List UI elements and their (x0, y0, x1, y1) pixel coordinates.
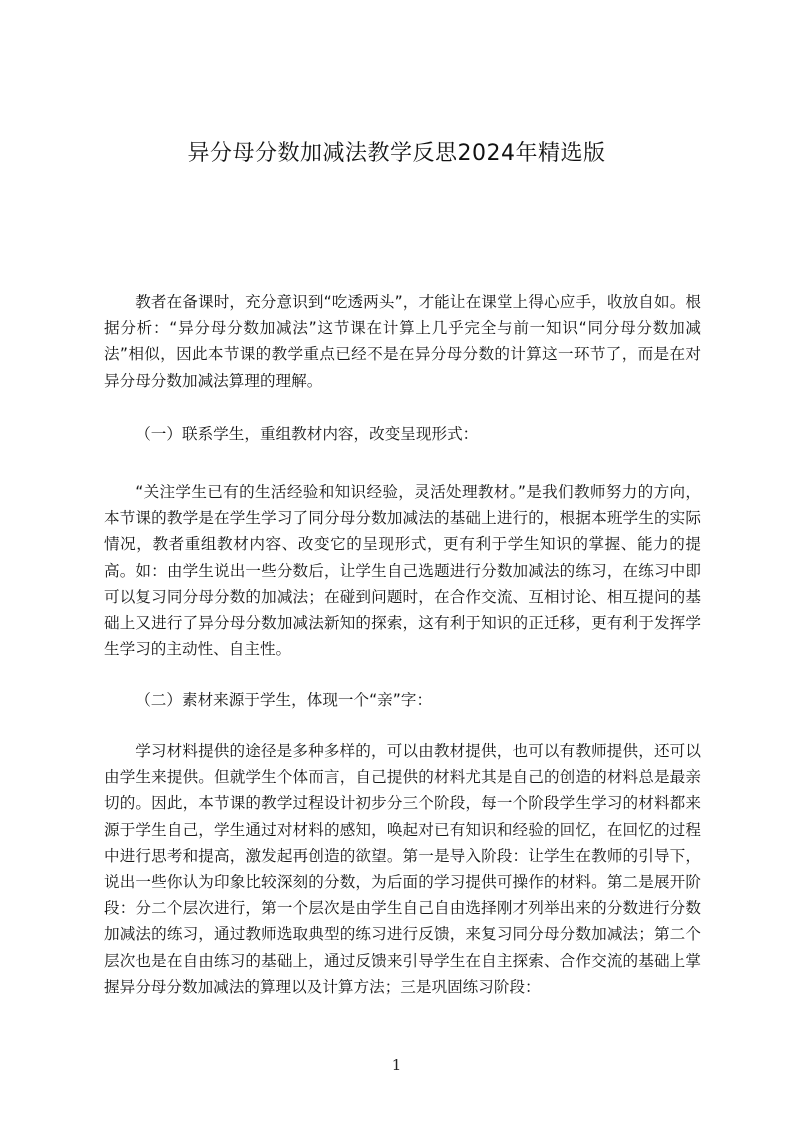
paragraph-section-2-block (104, 738, 701, 1000)
paragraph-intro: 教者在备课时，充分意识到“吃透两头”，才能让在课堂上得心应手，收放自如。根据分析：“异分母分数加减法”这节课在计算上几乎完全与前一知识“同分母分数加减法”相似，因此本节课的教学重点已经不是在异分母分数的计算这一环节了，而是在对异分母分数加减法算理的理解。 (104, 293, 701, 390)
section-heading-2: （二）素材来源于学生，体现一个“亲”字： (135, 691, 433, 709)
page-number: 1 (391, 1056, 402, 1074)
paragraph-section-1: “关注学生已有的生活经验和知识经验，灵活处理教材。”是我们教师努力的方向，本节课的教学是在学生学习了同分母分数加减法的基础上进行的，根据本班学生的实际情况，教者重组教材内容、改变它的呈现形式，更有利于学生知识的掌握、能力的提高。如：由学生说出一些分数后，让学生自己选题进行分数加减法的练习，在练习中即可以复习同分母分数的加减法；在碰到问题时，在合作交流、互相讨论、相互提问的基础上又进行了异分母分数加减法新知的探索，这有利于知识的正迁移，更有利于发挥学生学习的主动性、自主性。 (104, 483, 701, 659)
section-heading-2-block (104, 687, 701, 713)
paragraph-section-1-block (104, 479, 701, 662)
document-title: 异分母分数加减法教学反思2024年精选版 (187, 141, 606, 166)
paragraph-intro-block (104, 289, 701, 394)
paragraph-section-2: 学习材料提供的途径是多种多样的，可以由教材提供，也可以有教师提供，还可以由学生来提供。但就学生个体而言，自己提供的材料尤其是自己的创造的材料总是最亲切的。因此，本节课的教学过程设计初步分三个阶段，每一个阶段学生学习的材料都来源于学生自己，学生通过对材料的感知，唤起对已有知识和经验的回忆，在回忆的过程中进行思考和提高，激发起再创造的欲望。第一是导入阶段：让学生在教师的引导下，说出一些你认为印象比较深刻的分数，为后面的学习提供可操作的材料。第二是展开阶段：分二个层次进行，第一个层次是由学生自己自由选择刚才列举出来的分数进行分数加减法的练习，通过教师选取典型的练习进行反馈，来复习同分母分数加减法；第二个层次也是在自由练习的基础上，通过反馈来引导学生在自主探索、合作交流的基础上掌握异分母分数加减法的算理以及计算方法；三是巩固练习阶段： (104, 742, 701, 996)
section-heading-1: （一）联系学生，重组教材内容，改变呈现形式： (135, 425, 479, 443)
section-heading-1-block (104, 421, 701, 447)
